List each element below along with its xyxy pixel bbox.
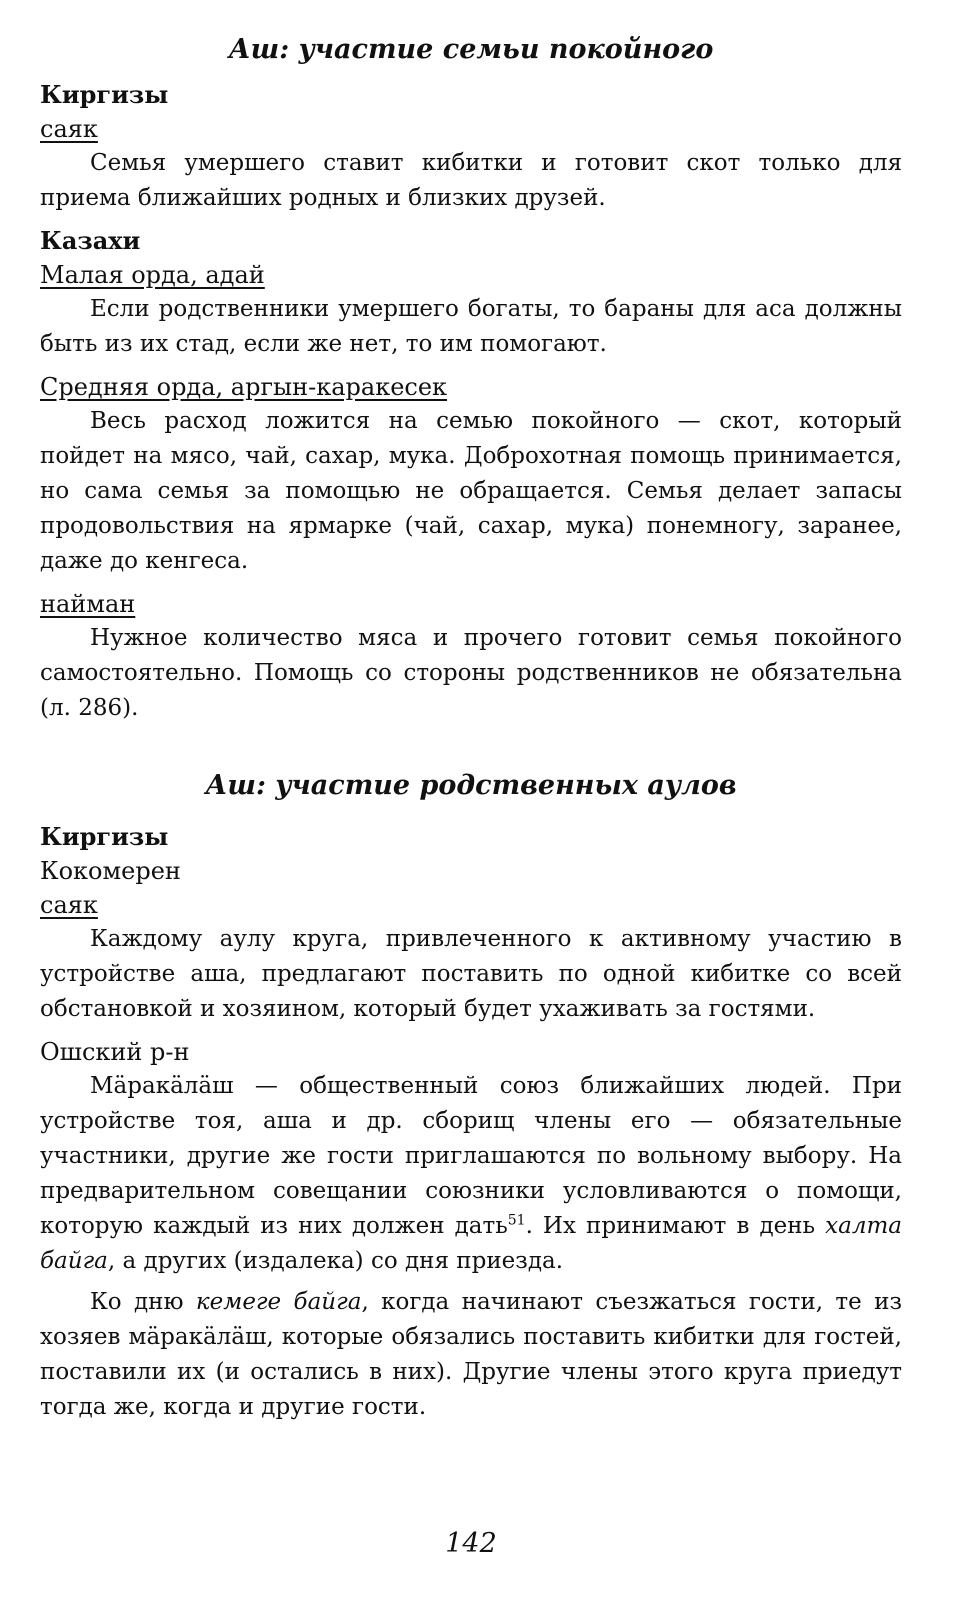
paragraph: Каждому аулу круга, привлеченного к активному участию в устройстве аша, предлагают поставить по одной кибитке со всей обстановкой и хозяином, который будет ухаживать за гостями.: [40, 926, 902, 1022]
subgroup-heading: саяк: [40, 115, 98, 143]
section-title: Аш: участие семьи покойного: [228, 34, 714, 65]
place-heading: Ошский р-н: [40, 1038, 190, 1066]
footnote-ref: 51: [507, 1212, 526, 1229]
text-run: , когда начинают съезжаться гости, те из хозяев мäракäлäш, которые обязались поставить кибитки для гостей, поставили их (и остались в них). Другие члены этого круга приедут тогда же, когда и другие гости.: [40, 1289, 902, 1420]
page: [40, 30, 902, 1575]
italic-term: халта байга: [40, 1213, 902, 1274]
paragraph: Нужное количество мяса и прочего готовит семья покойного самостоятельно. Помощь со стороны родственников не обязательна (л. 286).: [40, 625, 902, 721]
subgroup-heading: саяк: [40, 891, 98, 919]
text-run: , а других (издалека) со дня приезда.: [107, 1248, 564, 1274]
text-run: Ко дню: [90, 1289, 196, 1315]
paragraph: Весь расход ложится на семью покойного — скот, который пойдет на мясо, чай, сахар, мука. Доброхотная помощь принимается, но сама семья за помощью не обращается. Семья делает запасы продовольствия на ярмарке (чай, сахар, мука) понемногу, заранее, даже до кенгеса.: [40, 408, 902, 574]
group-heading: Казахи: [40, 226, 141, 255]
page-number: 142: [445, 1528, 497, 1559]
place-heading: Кокомерен: [40, 857, 181, 885]
text-run: . Их принимают в день: [525, 1213, 826, 1239]
paragraph: Если родственники умершего богаты, то бараны для аса должны быть из их стад, если же нет, то им помогают.: [40, 296, 902, 357]
group-heading: Киргизы: [40, 822, 169, 851]
subgroup-heading: Средняя орда, аргын-каракесек: [40, 373, 448, 401]
group-heading: Киргизы: [40, 80, 169, 109]
paragraph: [40, 1069, 902, 1279]
italic-term: кемеге байга: [195, 1289, 362, 1315]
subgroup-heading: Малая орда, адай: [40, 261, 265, 289]
text-run: Мäракäлäш — общественный союз ближайших людей. При устройстве тоя, аша и др. сборищ члены его — обязательные участники, другие же гости приглашаются по вольному выбору. На предварительном совещании союзники условливаются о помощи, которую каждый из них должен дать: [40, 1073, 902, 1239]
section-title: Аш: участие родственных аулов: [205, 770, 737, 801]
paragraph: [40, 1285, 902, 1425]
paragraph: Семья умершего ставит кибитки и готовит скот только для приема ближайших родных и близких друзей.: [40, 150, 902, 211]
subgroup-heading: найман: [40, 590, 136, 618]
